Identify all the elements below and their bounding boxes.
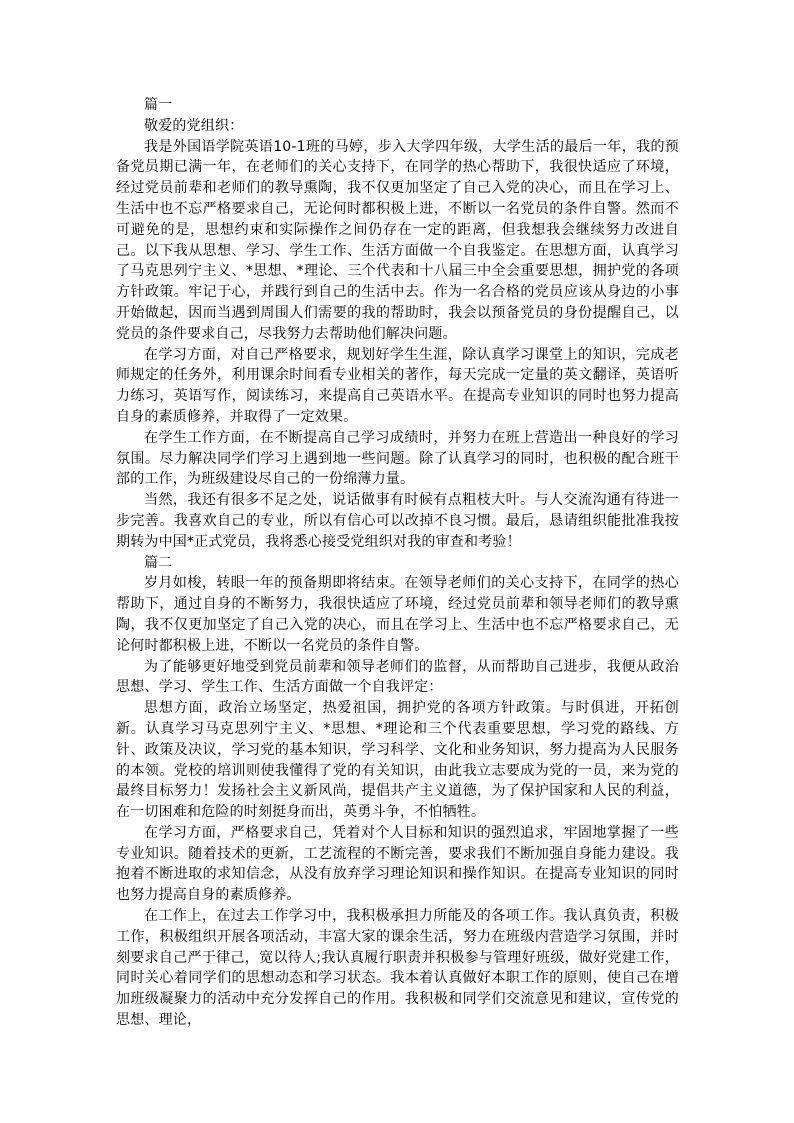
salutation: 敬爱的党组织： <box>144 117 244 134</box>
paragraph: 岁月如梭，转眼一年的预备期即将结束。在领导老师们的关心支持下，在同学的热心帮助下，通过自身的不断努力，我很快适应了环境，经过党员前辈和领导老师们的教导熏陶，我不仅更加坚定了自己入党的决心，而且在学习上、生活中也不忘严格要求自己，无论何时都积极上进，不断以一名党员的条件自警。 <box>116 575 679 654</box>
paragraph: 为了能够更好地受到党员前辈和领导老师们的监督，从而帮助自己进步，我便从政治思想、学习、学生工作、生活方面做一个自我评定： <box>116 658 679 696</box>
paragraph: 在学习方面，对自己严格要求，规划好学生生涯，除认真学习课堂上的知识，完成老师规定的任务外，利用课余时间看专业相关的著作，每天完成一定量的英文翻译，英语听力练习，英语写作，阅读练习，来提高自己英语水平。在提高专业知识的同时也努力提高自身的素质修养，并取得了一定效果。 <box>116 346 679 425</box>
paragraph: 思想方面，政治立场坚定，热爱祖国，拥护党的各项方针政策。与时俱进，开拓创新。认真学习马克思列宁主义、*思想、*理论和三个代表重要思想，学习党的路线、方针、政策及决议，学习党的基本知识，学习科学、文化和业务知识，努力提高为人民服务的本领。党校的培训则使我懂得了党的有关知识，由此我立志要成为党的一员，来为党的最终目标努力！发扬社会主义新风尚，提倡共产主义道德，为了保护国家和人民的利益，在一切困难和危险的时刻挺身而出，英勇斗争，不怕牺牲。 <box>116 700 679 821</box>
section-heading: 篇二 <box>144 554 173 571</box>
paragraph: 我是外国语学院英语10-1班的马婷，步入大学四年级，大学生活的最后一年，我的预备党员期已满一年，在老师们的关心支持下，在同学的热心帮助下，我很快适应了环境，经过党员前辈和老师们的教导熏陶，我不仅更加坚定了自己入党的决心，而且在学习上、生活中也不忘严格要求自己，无论何时都积极上进，不断以一名党员的条件自警。然而不可避免的是，思想约束和实际操作之间仍存在一定的距离，但我想我会继续努力改进自己。以下我从思想、学习、学生工作、生活方面做一个自我鉴定。在思想方面，认真学习了马克思列宁主义、*思想、*理论、三个代表和十八届三中全会重要思想，拥护党的各项方针政策。牢记于心，并践行到自己的生活中去。作为一名合格的党员应该从身边的小事开始做起，因而当遇到周围人们需要的我的帮助时，我会以预备党员的身份提醒自己，以党员的条件要求自己，尽我努力去帮助他们解决问题。 <box>116 138 679 342</box>
paragraph: 在工作上，在过去工作学习中，我积极承担力所能及的各项工作。我认真负责，积极工作，积极组织开展各项活动，丰富大家的课余生活，努力在班级内营造学习氛围，并时刻要求自己严于律己，宽以待人;我认真履行职责并积极参与管理好班级，做好党建工作，同时关心着同学们的思想动态和学习状态。我本着认真做好本职工作的原则，使自己在增加班级凝聚力的活动中充分发挥自己的作用。我积极和同学们交流意见和建议，宣传党的思想、理论， <box>116 908 679 1029</box>
section-heading: 篇一 <box>144 97 173 113</box>
document-page <box>116 95 679 1031</box>
paragraph: 当然，我还有很多不足之处，说话做事有时候有点粗枝大叶。与人交流沟通有待进一步完善。我喜欢自己的专业，所以有信心可以改掉不良习惯。最后，恳请组织能批准我按期转为中国*正式党员，我将悉心接受党组织对我的审查和考验！ <box>116 492 679 550</box>
paragraph: 在学生工作方面，在不断提高自己学习成绩时，并努力在班上营造出一种良好的学习氛围。尽力解决同学们学习上遇到地一些问题。除了认真学习的同时，也积极的配合班干部的工作，为班级建设尽自己的一份绵薄力量。 <box>116 429 679 488</box>
paragraph: 在学习方面，严格要求自己，凭着对个人目标和知识的强烈追求，牢固地掌握了一些专业知识。随着技术的更新，工艺流程的不断完善，要求我们不断加强自身能力建设。我抱着不断进取的求知信念，从没有放弃学习理论知识和操作知识。在提高专业知识的同时也努力提高自身的素质修养。 <box>116 824 679 904</box>
